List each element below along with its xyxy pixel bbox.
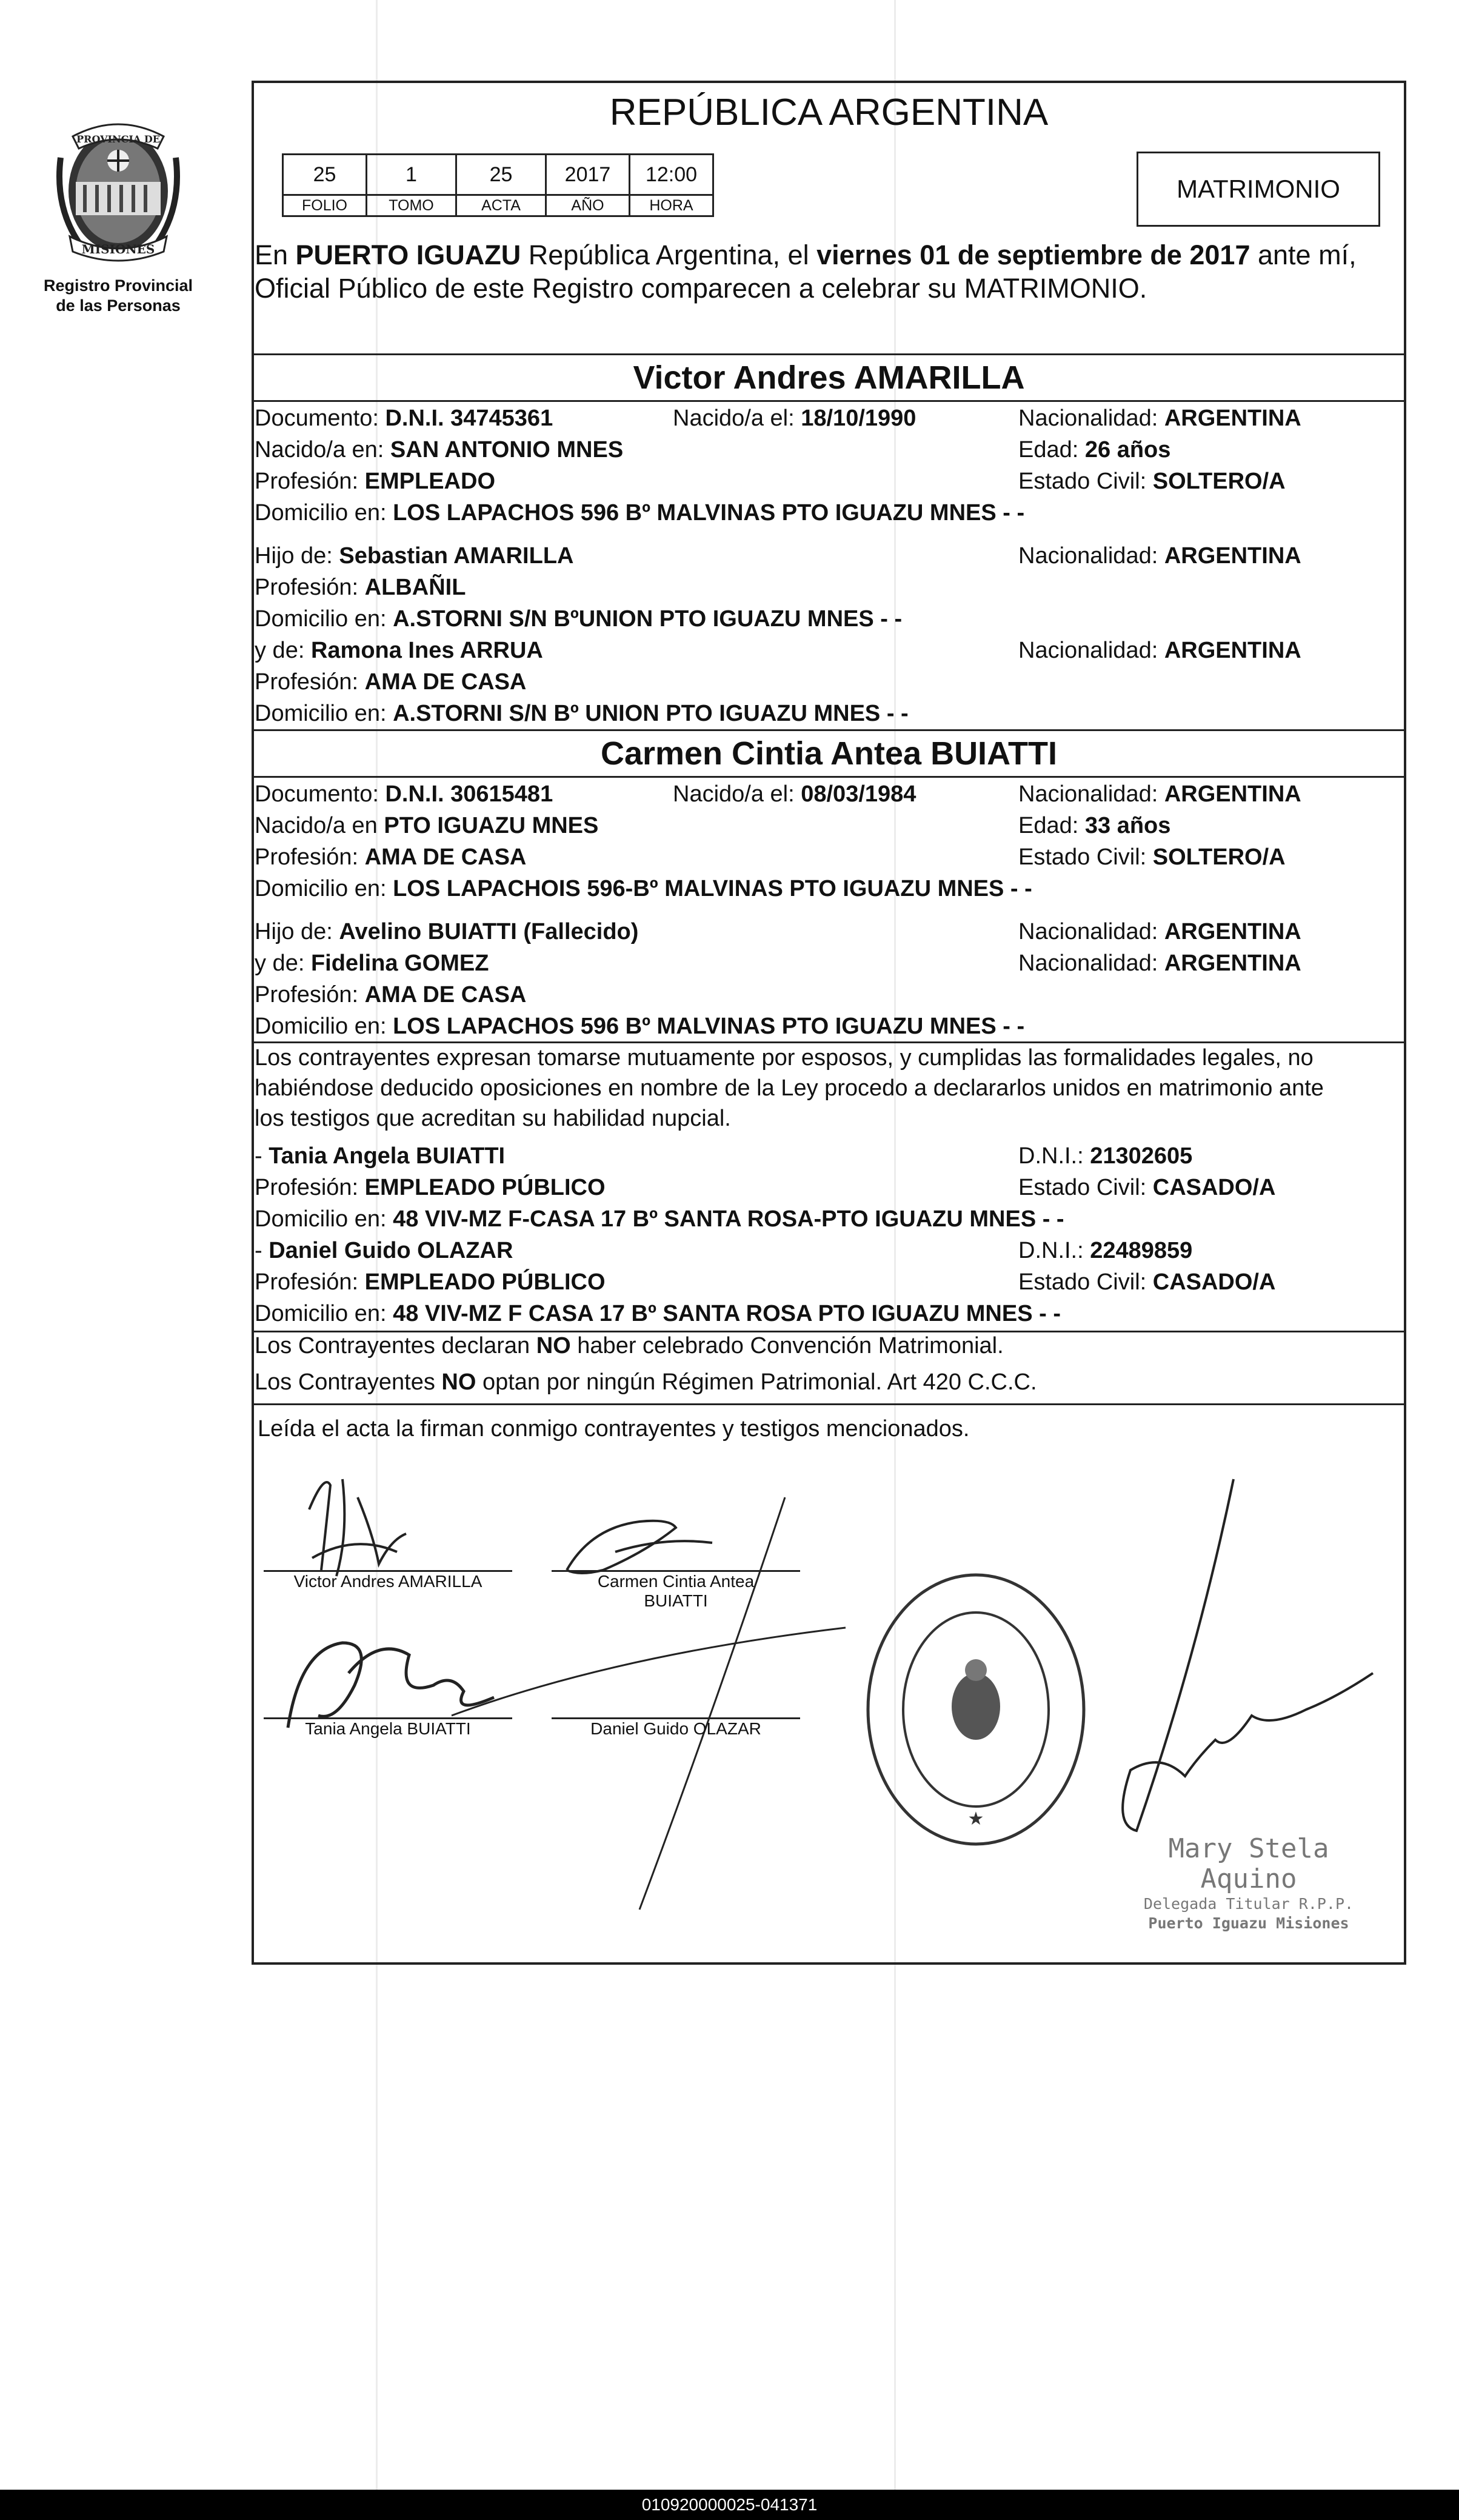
label: Profesión: bbox=[255, 1175, 365, 1200]
tomo-label: TOMO bbox=[367, 195, 456, 216]
label: Estado Civil: bbox=[1018, 469, 1153, 494]
value: LOS LAPACHOS 596 Bº MALVINAS PTO IGUAZU MNES - - bbox=[393, 1014, 1025, 1039]
bride-civil-status bbox=[1018, 844, 1286, 871]
groom-document bbox=[255, 405, 553, 432]
label: y de: bbox=[255, 638, 311, 663]
label-line: BUIATTI bbox=[644, 1591, 708, 1610]
value: Sebastian AMARILLA bbox=[339, 543, 574, 569]
groom-mother-address bbox=[255, 700, 909, 727]
divider bbox=[252, 729, 1406, 731]
text: optan por ningún Régimen Patrimonial. Art 420 C.C.C. bbox=[476, 1369, 1037, 1395]
groom-father bbox=[255, 543, 573, 569]
province-seal-icon bbox=[48, 115, 188, 267]
label: Nacido/a en bbox=[255, 813, 384, 838]
label: Profesión: bbox=[255, 575, 365, 600]
witness-2-address bbox=[255, 1300, 1061, 1327]
witness-1-signature-label: Tania Angela BUIATTI bbox=[305, 1719, 471, 1738]
value: Daniel Guido OLAZAR bbox=[269, 1238, 513, 1263]
ano-value: 2017 bbox=[546, 155, 630, 195]
divider bbox=[252, 776, 1406, 778]
witness-1-name bbox=[255, 1143, 505, 1169]
acta-label: ACTA bbox=[456, 195, 546, 216]
value: EMPLEADO bbox=[364, 469, 496, 494]
label: Profesión: bbox=[255, 844, 365, 870]
text: Los Contrayentes declaran bbox=[255, 1333, 536, 1359]
label: Estado Civil: bbox=[1018, 1175, 1153, 1200]
declaration-line: Los contrayentes expresan tomarse mutuamente por esposos, y cumplidas las formalidades legales, no bbox=[255, 1045, 1314, 1071]
label: Domicilio en: bbox=[255, 876, 393, 901]
value: A.STORNI S/N Bº UNION PTO IGUAZU MNES - - bbox=[393, 701, 909, 726]
value: ARGENTINA bbox=[1164, 638, 1301, 663]
label: Domicilio en: bbox=[255, 500, 393, 526]
registry-caption bbox=[30, 276, 206, 316]
document-barcode-footer: 010920000025-041371 bbox=[0, 2490, 1459, 2520]
svg-text:★: ★ bbox=[967, 1809, 984, 1829]
official-signature bbox=[1123, 1479, 1373, 1831]
text: haber celebrado Convención Matrimonial. bbox=[570, 1333, 1004, 1359]
ano-label: AÑO bbox=[546, 195, 630, 216]
value: AMA DE CASA bbox=[364, 844, 527, 870]
witness-2-name bbox=[255, 1237, 513, 1264]
witness-2-signature-label: Daniel Guido OLAZAR bbox=[590, 1719, 761, 1738]
value: D.N.I. 34745361 bbox=[385, 406, 553, 431]
label: Domicilio en: bbox=[255, 1206, 393, 1232]
bride-mother-profession bbox=[255, 981, 526, 1008]
svg-text:MISIONES: MISIONES bbox=[81, 242, 155, 256]
witness-2-profession bbox=[255, 1269, 606, 1295]
value: SOLTERO/A bbox=[1152, 844, 1286, 870]
registry-table bbox=[282, 153, 714, 217]
bride-mother-address bbox=[255, 1013, 1024, 1040]
witness-1-dni bbox=[1018, 1143, 1192, 1169]
value: AMA DE CASA bbox=[364, 982, 527, 1008]
value: ARGENTINA bbox=[1164, 543, 1301, 569]
label: Nacionalidad: bbox=[1018, 781, 1164, 807]
value: Avelino BUIATTI (Fallecido) bbox=[339, 919, 639, 944]
bride-mother-nationality bbox=[1018, 950, 1301, 977]
label: Hijo de: bbox=[255, 543, 339, 569]
text: NO bbox=[536, 1333, 571, 1359]
divider bbox=[252, 1041, 1406, 1043]
value: 48 VIV-MZ F CASA 17 Bº SANTA ROSA PTO IGUAZU MNES - - bbox=[393, 1301, 1061, 1326]
bride-document bbox=[255, 781, 553, 807]
label: Estado Civil: bbox=[1018, 844, 1153, 870]
province-seal-logo bbox=[48, 115, 188, 267]
registry-stamp-icon bbox=[864, 1570, 1088, 1849]
signature-stroke bbox=[452, 1628, 846, 1716]
groom-address bbox=[255, 500, 1024, 526]
declaration-line: habiéndose deducido oposiciones en nombre de la Ley procedo a declararlos unidos en matrimonio ante bbox=[255, 1075, 1324, 1101]
text: República Argentina, el bbox=[521, 239, 817, 270]
label: Profesión: bbox=[255, 669, 365, 695]
groom-nationality bbox=[1018, 405, 1301, 432]
value: Fidelina GOMEZ bbox=[310, 951, 489, 976]
official-block bbox=[1121, 1834, 1376, 1933]
label: Nacionalidad: bbox=[1018, 543, 1164, 569]
groom-mother bbox=[255, 637, 543, 664]
official-name: Mary Stela Aquino bbox=[1168, 1833, 1329, 1894]
value: Ramona Ines ARRUA bbox=[310, 638, 543, 663]
label: Domicilio en: bbox=[255, 701, 393, 726]
groom-civil-status bbox=[1018, 468, 1286, 495]
label-line: Carmen Cintia Antea bbox=[597, 1572, 755, 1591]
witness-2-dni bbox=[1018, 1237, 1192, 1264]
intro-line-1 bbox=[255, 239, 1357, 271]
bride-address bbox=[255, 875, 1032, 902]
value: SOLTERO/A bbox=[1152, 469, 1286, 494]
prefix: - bbox=[255, 1143, 269, 1169]
bride-father-nationality bbox=[1018, 918, 1301, 945]
label: Nacido/a en: bbox=[255, 437, 390, 463]
intro-line-2: Oficial Público de este Registro comparecen a celebrar su MATRIMONIO. bbox=[255, 273, 1147, 304]
text: En bbox=[255, 239, 296, 270]
text: NO bbox=[441, 1369, 476, 1395]
label: D.N.I.: bbox=[1018, 1143, 1090, 1169]
folio-value: 25 bbox=[283, 155, 367, 195]
divider bbox=[252, 353, 1406, 355]
value: PTO IGUAZU MNES bbox=[384, 813, 599, 838]
groom-name: Victor Andres AMARILLA bbox=[633, 359, 1025, 396]
label: Nacionalidad: bbox=[1018, 951, 1164, 976]
value: A.STORNI S/N BºUNION PTO IGUAZU MNES - - bbox=[393, 606, 903, 632]
svg-text:PROVINCIA DE: PROVINCIA DE bbox=[76, 133, 160, 145]
date: viernes 01 de septiembre de 2017 bbox=[816, 239, 1250, 270]
value: 21302605 bbox=[1090, 1143, 1193, 1169]
label: Nacido/a el: bbox=[673, 406, 801, 431]
label: Documento: bbox=[255, 781, 386, 807]
text: ante mí, bbox=[1250, 239, 1357, 270]
witness-1-signature bbox=[288, 1643, 494, 1728]
witness-1-profession bbox=[255, 1174, 606, 1201]
label: Domicilio en: bbox=[255, 1014, 393, 1039]
bride-name: Carmen Cintia Antea BUIATTI bbox=[600, 735, 1058, 772]
regime-line-2 bbox=[255, 1369, 1037, 1395]
act-type-box: MATRIMONIO bbox=[1137, 152, 1380, 227]
bride-profession bbox=[255, 844, 526, 871]
value: 33 años bbox=[1084, 813, 1171, 838]
divider bbox=[252, 400, 1406, 402]
value: AMA DE CASA bbox=[364, 669, 527, 695]
folio-label: FOLIO bbox=[283, 195, 367, 216]
groom-birthdate bbox=[673, 405, 916, 432]
text: Los Contrayentes bbox=[255, 1369, 442, 1395]
bride-nationality bbox=[1018, 781, 1301, 807]
groom-father-profession bbox=[255, 574, 466, 601]
label: Hijo de: bbox=[255, 919, 339, 944]
value: 22489859 bbox=[1090, 1238, 1193, 1263]
regime-line-1 bbox=[255, 1332, 1004, 1359]
value: ARGENTINA bbox=[1164, 781, 1301, 807]
closing-text: Leída el acta la firman conmigo contrayentes y testigos mencionados. bbox=[258, 1416, 970, 1442]
groom-father-nationality bbox=[1018, 543, 1301, 569]
label: Documento: bbox=[255, 406, 386, 431]
label: Nacionalidad: bbox=[1018, 406, 1164, 431]
bride-mother bbox=[255, 950, 489, 977]
value: SAN ANTONIO MNES bbox=[390, 437, 624, 463]
label: Nacionalidad: bbox=[1018, 919, 1164, 944]
label: Profesión: bbox=[255, 469, 365, 494]
bride-age bbox=[1018, 812, 1170, 839]
hora-label: HORA bbox=[630, 195, 713, 216]
official-office: Puerto Iguazu Misiones bbox=[1148, 1914, 1349, 1932]
hora-value: 12:00 bbox=[630, 155, 713, 195]
label: Edad: bbox=[1018, 437, 1085, 463]
value: LOS LAPACHOS 596 Bº MALVINAS PTO IGUAZU MNES - - bbox=[393, 500, 1025, 526]
bride-signature bbox=[567, 1521, 712, 1573]
groom-profession bbox=[255, 468, 495, 495]
groom-signature bbox=[309, 1479, 406, 1576]
witness-2-civil-status bbox=[1018, 1269, 1275, 1295]
value: D.N.I. 30615481 bbox=[385, 781, 553, 807]
witness-1-address bbox=[255, 1206, 1064, 1232]
acta-value: 25 bbox=[456, 155, 546, 195]
prefix: - bbox=[255, 1238, 269, 1263]
page-title: REPÚBLICA ARGENTINA bbox=[609, 92, 1049, 133]
caption-line: Registro Provincial bbox=[43, 276, 193, 295]
value: CASADO/A bbox=[1152, 1175, 1276, 1200]
bride-signature-label bbox=[552, 1572, 800, 1611]
bride-birthplace bbox=[255, 812, 598, 839]
value: 48 VIV-MZ F-CASA 17 Bº SANTA ROSA-PTO IGUAZU MNES - - bbox=[393, 1206, 1064, 1232]
value: 08/03/1984 bbox=[801, 781, 916, 807]
value: ARGENTINA bbox=[1164, 919, 1301, 944]
value: CASADO/A bbox=[1152, 1269, 1276, 1295]
value: ARGENTINA bbox=[1164, 406, 1301, 431]
registry-stamp bbox=[864, 1570, 1088, 1849]
groom-mother-nationality bbox=[1018, 637, 1301, 664]
value: Tania Angela BUIATTI bbox=[269, 1143, 506, 1169]
groom-father-address bbox=[255, 606, 902, 632]
groom-signature-label: Victor Andres AMARILLA bbox=[293, 1572, 482, 1591]
place: PUERTO IGUAZU bbox=[295, 239, 521, 270]
label: Estado Civil: bbox=[1018, 1269, 1153, 1295]
value: EMPLEADO PÚBLICO bbox=[364, 1175, 606, 1200]
divider bbox=[252, 1403, 1406, 1405]
value: ALBAÑIL bbox=[364, 575, 466, 600]
groom-mother-profession bbox=[255, 669, 526, 695]
groom-birthplace bbox=[255, 436, 623, 463]
bride-father bbox=[255, 918, 638, 945]
declaration-line: los testigos que acreditan su habilidad nupcial. bbox=[255, 1106, 731, 1131]
label: Profesión: bbox=[255, 1269, 365, 1295]
label: D.N.I.: bbox=[1018, 1238, 1090, 1263]
value: LOS LAPACHOIS 596-Bº MALVINAS PTO IGUAZU MNES - - bbox=[393, 876, 1032, 901]
label: Domicilio en: bbox=[255, 1301, 393, 1326]
official-title: Delegada Titular R.P.P. bbox=[1143, 1895, 1354, 1913]
groom-age bbox=[1018, 436, 1170, 463]
witness-1-civil-status bbox=[1018, 1174, 1275, 1201]
tomo-value: 1 bbox=[367, 155, 456, 195]
value: ARGENTINA bbox=[1164, 951, 1301, 976]
label: y de: bbox=[255, 951, 311, 976]
label: Nacionalidad: bbox=[1018, 638, 1164, 663]
label: Profesión: bbox=[255, 982, 365, 1008]
bride-birthdate bbox=[673, 781, 916, 807]
value: 18/10/1990 bbox=[801, 406, 916, 431]
signature-stroke bbox=[639, 1497, 785, 1910]
label: Edad: bbox=[1018, 813, 1085, 838]
value: EMPLEADO PÚBLICO bbox=[364, 1269, 606, 1295]
value: 26 años bbox=[1084, 437, 1171, 463]
label: Nacido/a el: bbox=[673, 781, 801, 807]
label: Domicilio en: bbox=[255, 606, 393, 632]
caption-line: de las Personas bbox=[56, 296, 181, 315]
